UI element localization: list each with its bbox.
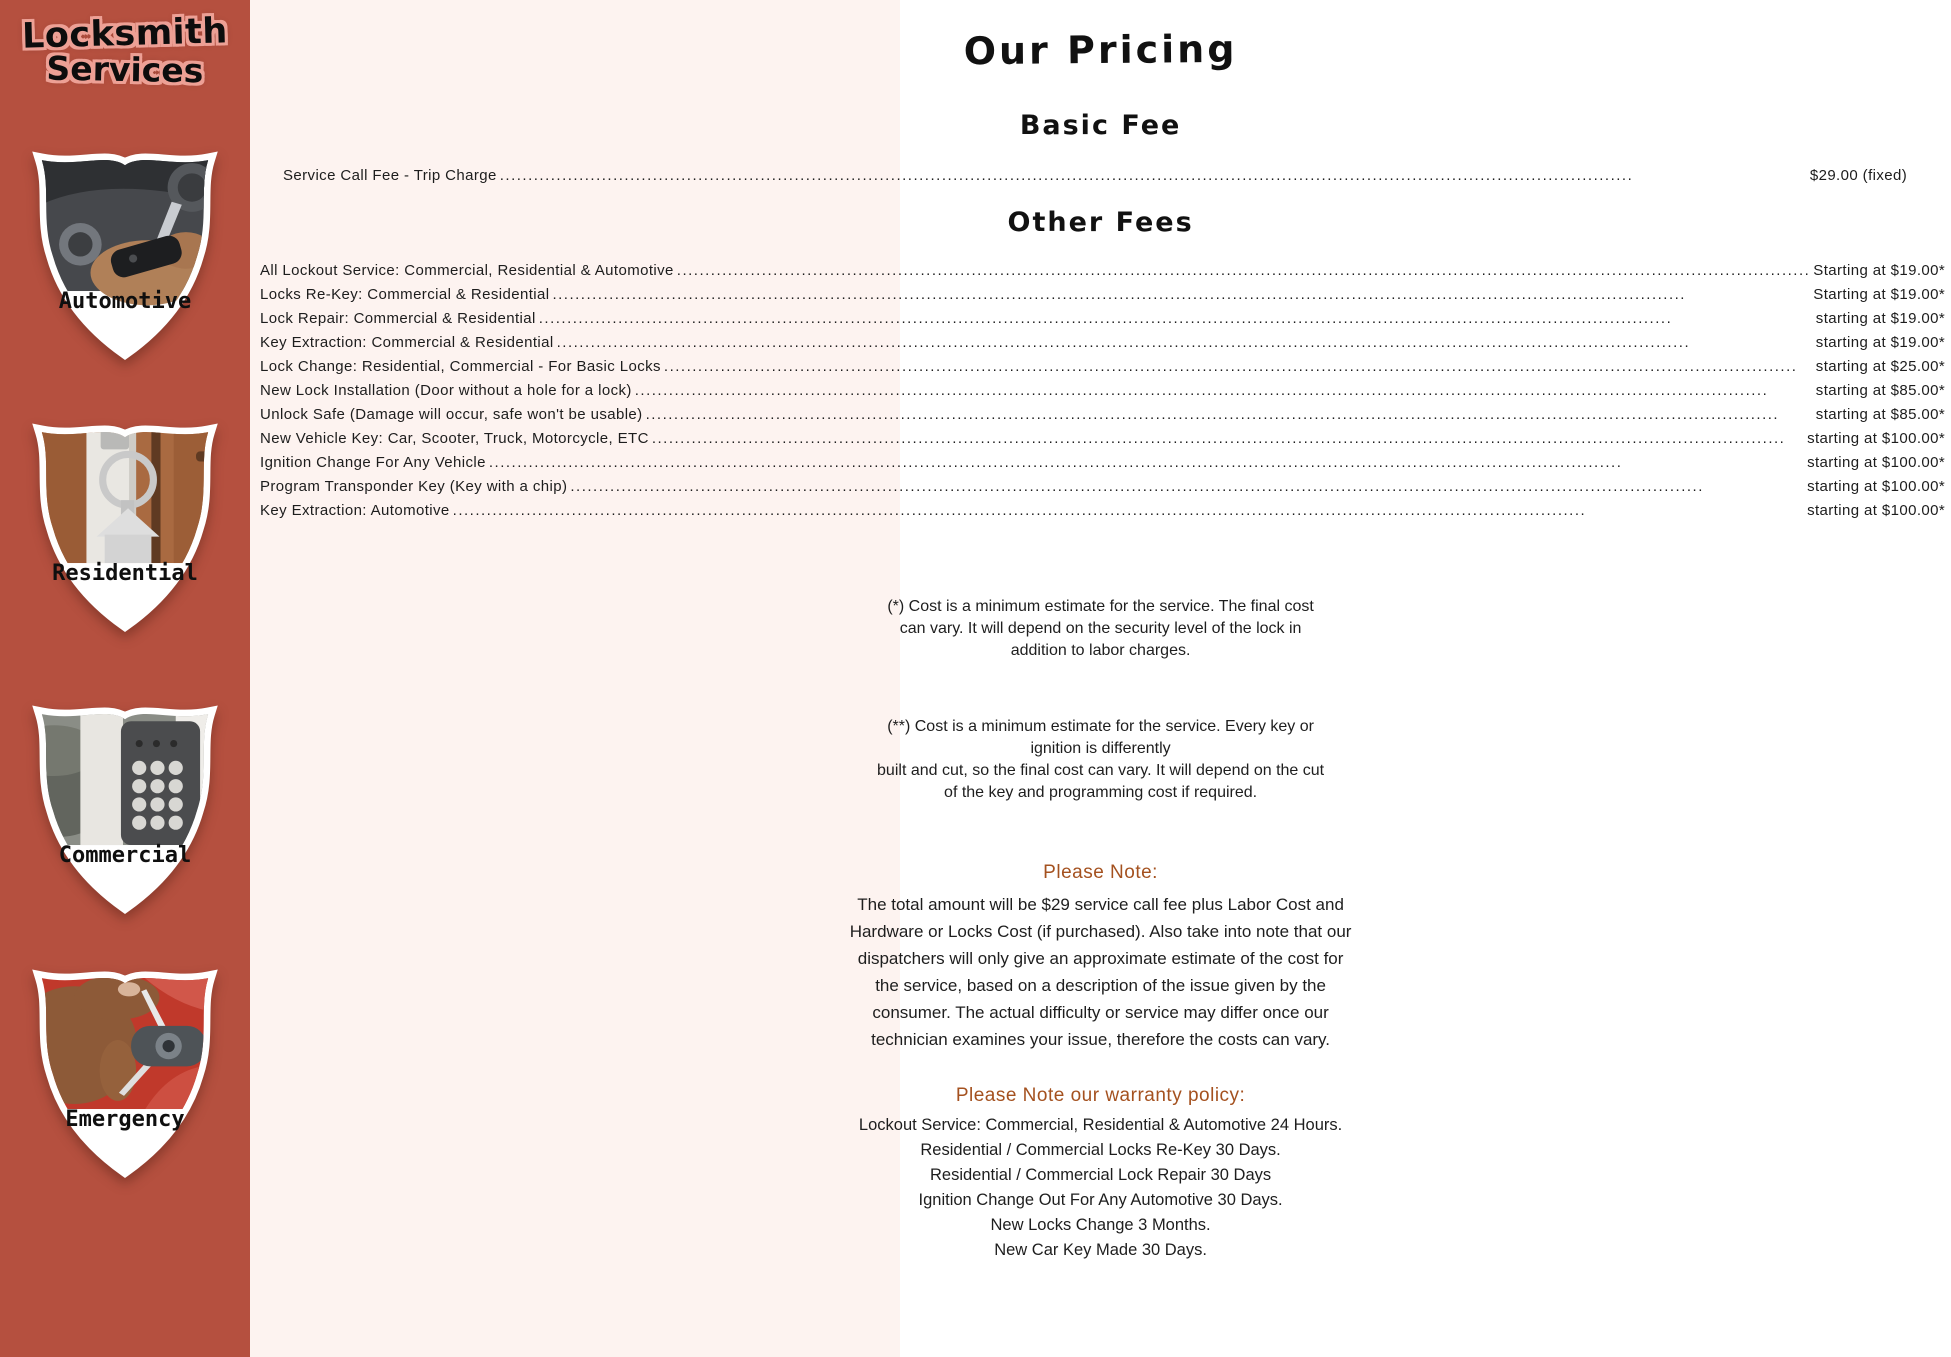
dotted-leader: ........................................................................................................................................................................................................ [499,167,1634,184]
fee-row [260,310,1945,334]
text-line: Lockout Service: Commercial, Residential & Automotive 24 Hours. [858,1116,1343,1134]
dotted-leader: ........................................................................................................................................................................................................ [556,334,1691,351]
fee-price: $29.00 (fixed) [1809,167,1908,184]
fee-label: Ignition Change For Any Vehicle [260,454,486,471]
badge-emergency-label: Emergency [65,1107,185,1133]
note-single-asterisk [250,596,1951,662]
fee-row [260,262,1945,286]
shield-emergency-photo [19,969,231,1177]
fee-row [260,406,1945,430]
fee-row [260,430,1945,454]
text-line: of the key and programming cost if required. [944,784,1258,801]
fee-label: Service Call Fee - Trip Charge [283,167,497,184]
warranty-policy-list [250,1113,1951,1263]
fee-row [260,358,1945,382]
fee-label: Lock Repair: Commercial & Residential [260,310,536,327]
fee-row [260,382,1945,406]
fee-price: starting at $19.00* [1815,334,1946,351]
fee-label: All Lockout Service: Commercial, Residential & Automotive [260,262,674,279]
other-fees-list [260,262,1945,526]
fee-price: starting at $19.00* [1815,310,1946,327]
shield-commercial-photo [19,705,231,913]
shield-automotive-photo [19,151,231,359]
please-note-body [250,891,1951,1053]
fee-label: Locks Re-Key: Commercial & Residential [260,286,550,303]
text-line: Hardware or Locks Cost (if purchased). Also take into note that our [849,922,1352,941]
pricing-content [250,0,1951,1357]
text-line: The total amount will be $29 service call fee plus Labor Cost and [857,895,1344,914]
dotted-leader: ........................................................................................................................................................................................................ [676,262,1811,279]
text-line: Ignition Change Out For Any Automotive 30 Days. [918,1191,1283,1209]
fee-price: starting at $85.00* [1815,382,1946,399]
shield-residential-photo [19,423,231,631]
text-line: New Locks Change 3 Months. [990,1216,1211,1234]
fee-row [260,454,1945,478]
badge-residential[interactable] [19,423,231,631]
page-title: Our Pricing [963,26,1238,74]
fee-label: Lock Change: Residential, Commercial - For Basic Locks [260,358,661,375]
text-line: built and cut, so the final cost can vary. It will depend on the cut [877,762,1325,779]
text-line: (**) Cost is a minimum estimate for the service. Every key or [887,718,1314,735]
badge-automotive[interactable] [19,151,231,359]
note-double-asterisk [250,716,1951,804]
warranty-policy-heading: Please Note our warranty policy: [955,1085,1246,1106]
fee-price: starting at $100.00* [1807,478,1946,495]
text-line: (*) Cost is a minimum estimate for the service. The final cost [887,598,1314,615]
text-line: consumer. The actual difficulty or service may differ once our [872,1003,1329,1022]
dotted-leader: ........................................................................................................................................................................................................ [651,430,1786,447]
text-line: New Car Key Made 30 Days. [994,1241,1207,1259]
fee-price: starting at $85.00* [1815,406,1946,423]
fee-label: Program Transponder Key (Key with a chip) [260,478,568,495]
fee-price: starting at $100.00* [1807,454,1946,471]
fee-price: starting at $100.00* [1807,502,1946,519]
badge-residential-label: Residential [52,561,198,587]
fee-label: New Lock Installation (Door without a hole for a lock) [260,382,632,399]
fee-label: Key Extraction: Commercial & Residential [260,334,554,351]
fee-price: Starting at $19.00* [1813,286,1946,303]
dotted-leader: ........................................................................................................................................................................................................ [452,502,1587,519]
please-note-heading: Please Note: [1043,862,1158,883]
dotted-leader: ........................................................................................................................................................................................................ [538,310,1673,327]
text-line: the service, based on a description of the issue given by the [875,976,1326,995]
dotted-leader: ........................................................................................................................................................................................................ [645,406,1780,423]
other-fees-heading: Other Fees [1007,207,1194,238]
dotted-leader: ........................................................................................................................................................................................................ [570,478,1704,495]
basic-fee-heading: Basic Fee [1019,110,1182,141]
fee-row [260,334,1945,358]
sidebar [0,0,250,1357]
dotted-leader: ........................................................................................................................................................................................................ [663,358,1798,375]
fee-label: Unlock Safe (Damage will occur, safe won't be usable) [260,406,643,423]
text-line: dispatchers will only give an approximate estimate of the cost for [857,949,1344,968]
fee-price: starting at $25.00* [1815,358,1946,375]
dotted-leader: ........................................................................................................................................................................................................ [634,382,1769,399]
text-line: technician examines your issue, therefore the costs can vary. [871,1030,1331,1049]
fee-row [260,286,1945,310]
fee-row [260,478,1945,502]
fee-label: New Vehicle Key: Car, Scooter, Truck, Motorcycle, ETC [260,430,649,447]
text-line: can vary. It will depend on the security level of the lock in [899,620,1302,637]
fee-label: Key Extraction: Automotive [260,502,450,519]
dotted-leader: ........................................................................................................................................................................................................ [552,286,1686,303]
text-line: ignition is differently [1030,740,1171,757]
basic-fee-row [283,167,1907,191]
fee-price: Starting at $19.00* [1813,262,1946,279]
badge-automotive-label: Automotive [58,289,192,315]
text-line: Residential / Commercial Locks Re-Key 30 Days. [920,1141,1281,1159]
badge-emergency[interactable] [19,969,231,1177]
badge-commercial-label: Commercial [58,843,192,869]
dotted-leader: ........................................................................................................................................................................................................ [488,454,1623,471]
fee-row [260,502,1945,526]
text-line: addition to labor charges. [1010,642,1191,659]
text-line: Residential / Commercial Lock Repair 30 Days [930,1166,1272,1184]
brand-logo-line2: Services [46,48,204,91]
badge-commercial[interactable] [19,705,231,913]
fee-price: starting at $100.00* [1807,430,1946,447]
brand-logo-line1: Locksmith [21,11,229,57]
brand-logo [21,11,229,91]
